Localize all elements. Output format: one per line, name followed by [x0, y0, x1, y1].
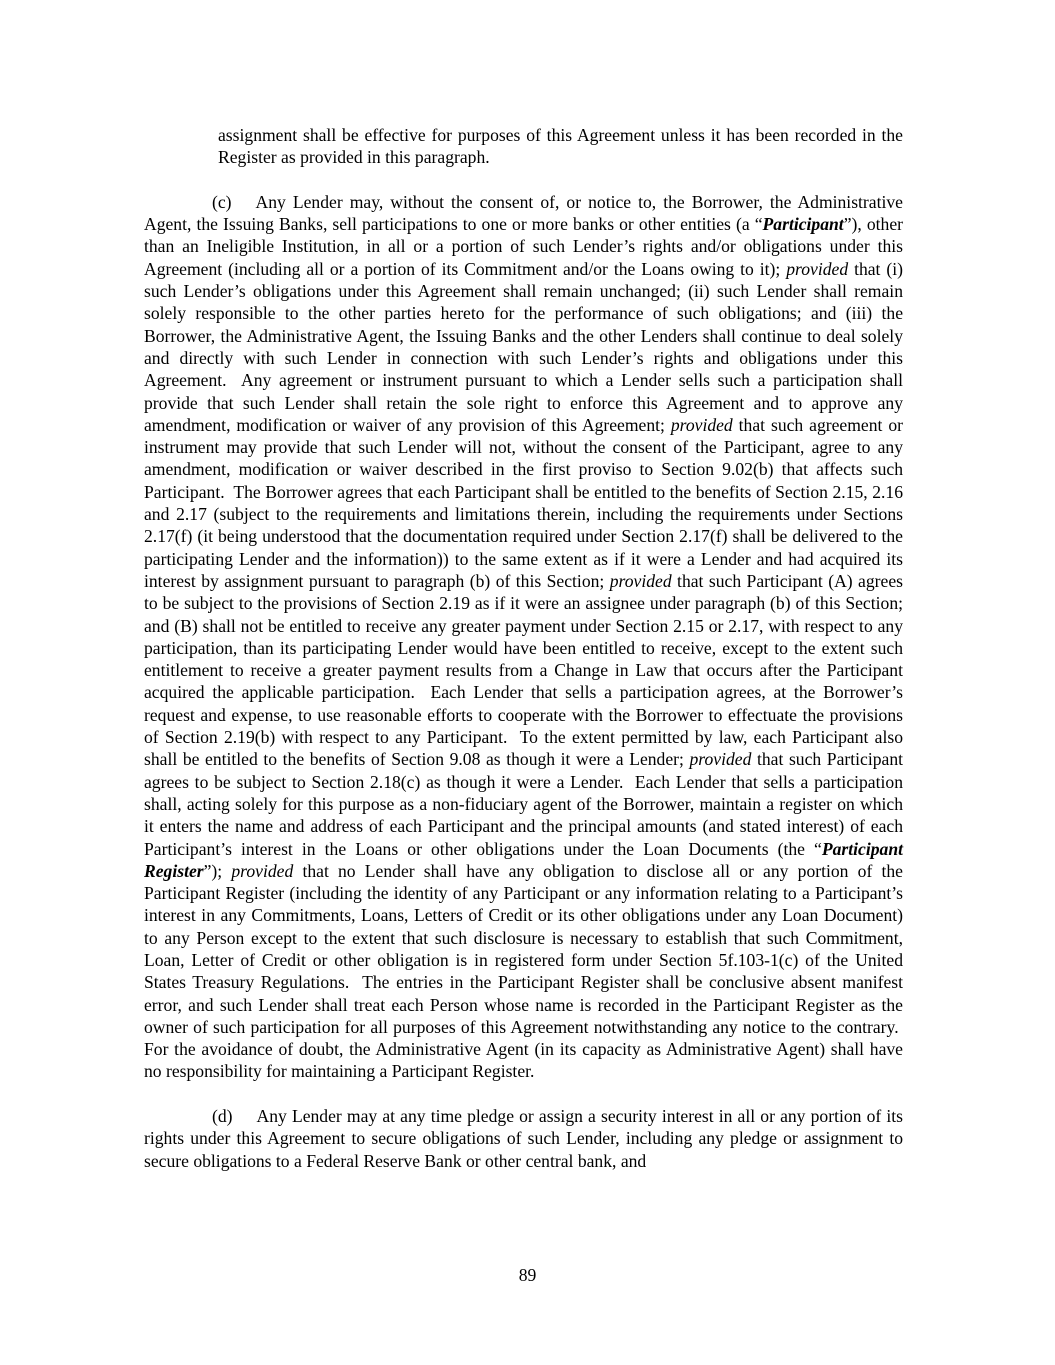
paragraph-c: [144, 191, 903, 1083]
text-run: (c): [212, 191, 232, 212]
text-run: that such Participant agrees to be subject to Section 2.18(c) as though it were a Lender. Each Lender that sells a participation shall, acting solely for this purpose as a non-fiduciary agent of the Borrower, maintain a register on which it enters the name and address of each Participant and the principal amounts (and stated interest) of each Participant’s interest in the Loans or other obligations under the Loan Documents (the “: [144, 749, 903, 859]
text-run: (d): [212, 1106, 233, 1127]
text-run: ”);: [203, 860, 232, 881]
paragraph-continuation: [218, 124, 903, 169]
page-number: 89: [518, 1265, 537, 1285]
text-run: that (i) such Lender’s obligations under this Agreement shall remain unchanged; (ii) such Lender shall remain solely responsible to the other parties hereto for the performance of such obligations; and (iii) the Borrower, the Administrative Agent, the Issuing Banks and the other Lenders shall continue to deal solely and directly with such Lender in connection with such Lender’s rights and obligations under this Agreement. Any agreement or instrument pursuant to which a Lender sells such a participation shall provide that such Lender shall retain the sole right to enforce this Agreement and to approve any amendment, modification or waiver of any provision of this Agreement;: [144, 258, 903, 435]
text-run: ”), other than an Ineligible Institution, in all or a portion of such Lender’s rights and/or obligations under this Agreement (including all or a portion of its Commitment and/or the Loans owing to it);: [144, 214, 903, 279]
paragraph-d: [144, 1105, 903, 1172]
text-run: Any Lender may at any time pledge or assign a security interest in all or any portion of its rights under this Agreement to secure obligations of such Lender, including any pledge or assignment to secure obligations to a Federal Reserve Bank or other central bank, and: [144, 1106, 903, 1171]
text-run-italic: provided: [670, 414, 733, 435]
text-run: that no Lender shall have any obligation to disclose all or any portion of the Participant Register (including the identity of any Participant or any information relating to a Participant’s interest in any Commitments, Loans, Letters of Credit or its other obligations under any Loan Document) to any Person except to the extent that such disclosure is necessary to establish that such Commitment, Loan, Letter of Credit or other obligation is in registered form under Section 5f.103-1(c) of the United States Treasury Regulations. The entries in the Participant Register shall be conclusive absent manifest error, and such Lender shall treat each Person whose name is recorded in the Participant Register as the owner of such participation for all purposes of this Agreement notwithstanding any notice to the contrary. For the avoidance of doubt, the Administrative Agent (in its capacity as Administrative Agent) shall have no responsibility for maintaining a Participant Register.: [144, 860, 903, 1082]
text-run-bold-italic: Participant: [762, 214, 844, 235]
text-run-italic: provided: [786, 258, 849, 279]
text-run-bold-italic: Participant Register: [144, 838, 903, 881]
text-run: assignment shall be effective for purposes of this Agreement unless it has been recorded in the Register as provided in this paragraph.: [218, 125, 903, 168]
text-run-italic: provided: [231, 860, 294, 881]
text-run-italic: provided: [609, 570, 672, 591]
text-run-italic: provided: [689, 749, 752, 770]
text-run: that such Participant (A) agrees to be subject to the provisions of Section 2.19 as if it were an assignee under paragraph (b) of this Section; and (B) shall not be entitled to receive any greater payment under Section 2.15 or 2.17, with respect to any participation, than its participating Lender would have been entitled to receive, except to the extent such entitlement to receive a greater payment results from a Change in Law that occurs after the Participant acquired the applicable participation. Each Lender that sells a participation agrees, at the Borrower’s request and expense, to use reasonable efforts to cooperate with the Borrower to effectuate the provisions of Section 2.19(b) with respect to any Participant. To the extent permitted by law, each Participant also shall be entitled to the benefits of Section 9.08 as though it were a Lender;: [144, 570, 903, 770]
text-run: Any Lender may, without the consent of, or notice to, the Borrower, the Administrative Agent, the Issuing Banks, sell participations to one or more banks or other entities (a “: [144, 191, 903, 235]
text-run: that such agreement or instrument may provide that such Lender will not, without the consent of the Participant, agree to any amendment, modification or waiver described in the first proviso to Section 9.02(b) that affects such Participant. The Borrower agrees that each Participant shall be entitled to the benefits of Section 2.15, 2.16 and 2.17 (subject to the requirements and limitations therein, including the requirements under Sections 2.17(f) (it being understood that the documentation required under Section 2.17(f) shall be delivered to the participating Lender and the information)) to the same extent as if it were a Lender and had acquired its interest by assignment pursuant to paragraph (b) of this Section;: [144, 414, 903, 591]
